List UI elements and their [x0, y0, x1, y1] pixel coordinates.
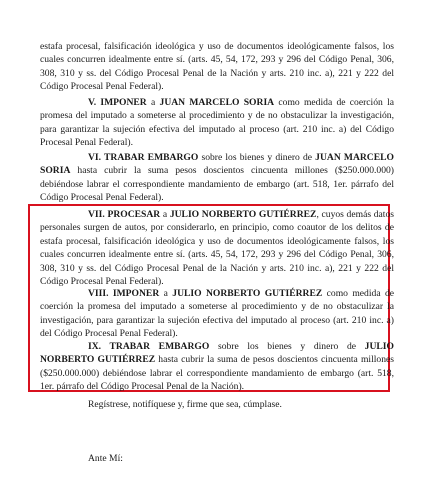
defendant-name: JULIO NORBERTO GUTIÉRREZ [40, 341, 394, 366]
paragraph-vii: VII. PROCESAR a JULIO NORBERTO GUTIÉRREZ, cuyos demás datos personales surgen de autos, por considerarlo, en principio, como coautor de los delitos de estafa procesal, falsificación ideológica y uso de documentos ideológicamente falsos, los cuales concurren idealmente entre sí. (arts. 45, 54, 172, 293 y 296 del Código Penal, 306, 308, 310 y ss. del Código Procesal Penal de la Nación y arts. 210 inc. a), 221 y 222 del Código Procesal Penal Federal). [40, 209, 394, 288]
paragraph-viii: VIII. IMPONER a JULIO NORBERTO GUTIÉRREZ como medida de coerción la promesa del imputado a someterse al procedimiento y de no obstaculizar la investigación, para garantizar la sujeción efectiva del imputado al proceso (art. 210 inc. a) del Código Procesal Penal Federal). [40, 288, 394, 340]
resolution-item-ix-heading: IX. TRABAR EMBARGO [88, 341, 210, 352]
paragraph-ix: IX. TRABAR EMBARGO sobre los bienes y dinero de JULIO NORBERTO GUTIÉRREZ hasta cubrir la suma de pesos doscientos cincuenta millones ($250.000.000) debiéndose labrar el correspondiente mandamiento de embargo (art. 518, 1er. párrafo del Código Procesal Penal de la Nación). [40, 341, 395, 393]
defendant-name: JULIO NORBERTO GUTIÉRREZ [172, 288, 323, 299]
defendant-name: JUAN MARCELO SORIA [40, 152, 394, 177]
paragraph-vi: VI. TRABAR EMBARGO sobre los bienes y dinero de JUAN MARCELO SORIA hasta cubrir la suma pesos doscientos cincuenta millones ($250.000.000) debiéndose labrar el correspondiente mandamiento de embargo (art. 518, 1er. párrafo del Código Procesal Penal Federal). [40, 152, 394, 204]
paragraph-intro [40, 40, 394, 94]
defendant-name: JULIO NORBERTO GUTIÉRREZ [169, 209, 317, 220]
resolution-item-v-heading: V. IMPONER [88, 97, 147, 108]
resolution-item-viii-heading: VIII. IMPONER [88, 288, 160, 299]
closing-formula: Regístrese, notifíquese y, firme que sea, cúmplase. [88, 399, 282, 410]
ante-mi-label: Ante Mí: [88, 453, 123, 464]
resolution-item-vii-heading: VII. PROCESAR [88, 209, 161, 220]
resolution-item-vi-heading: VI. TRABAR EMBARGO [88, 152, 199, 163]
defendant-name: JUAN MARCELO SORIA [159, 97, 275, 108]
paragraph-intro-text: estafa procesal, falsificación ideológica y uso de documentos ideológicamente falsos, los cuales concurren idealmente entre sí. (arts. 45, 54, 172, 293 y 296 del Código Penal, 306, 308, 310 y ss. del Código Procesal Penal de la Nación y arts. 210 inc. a), 221 y 222 del Código Procesal Penal Federal). [40, 41, 394, 93]
paragraph-v: V. IMPONER a JUAN MARCELO SORIA como medida de coerción la promesa del imputado a someterse al procedimiento y de no obstaculizar la investigación, para garantizar la sujeción efectiva del imputado al proceso (art. 210 inc. a) del Código Procesal Penal Federal). [40, 97, 394, 149]
